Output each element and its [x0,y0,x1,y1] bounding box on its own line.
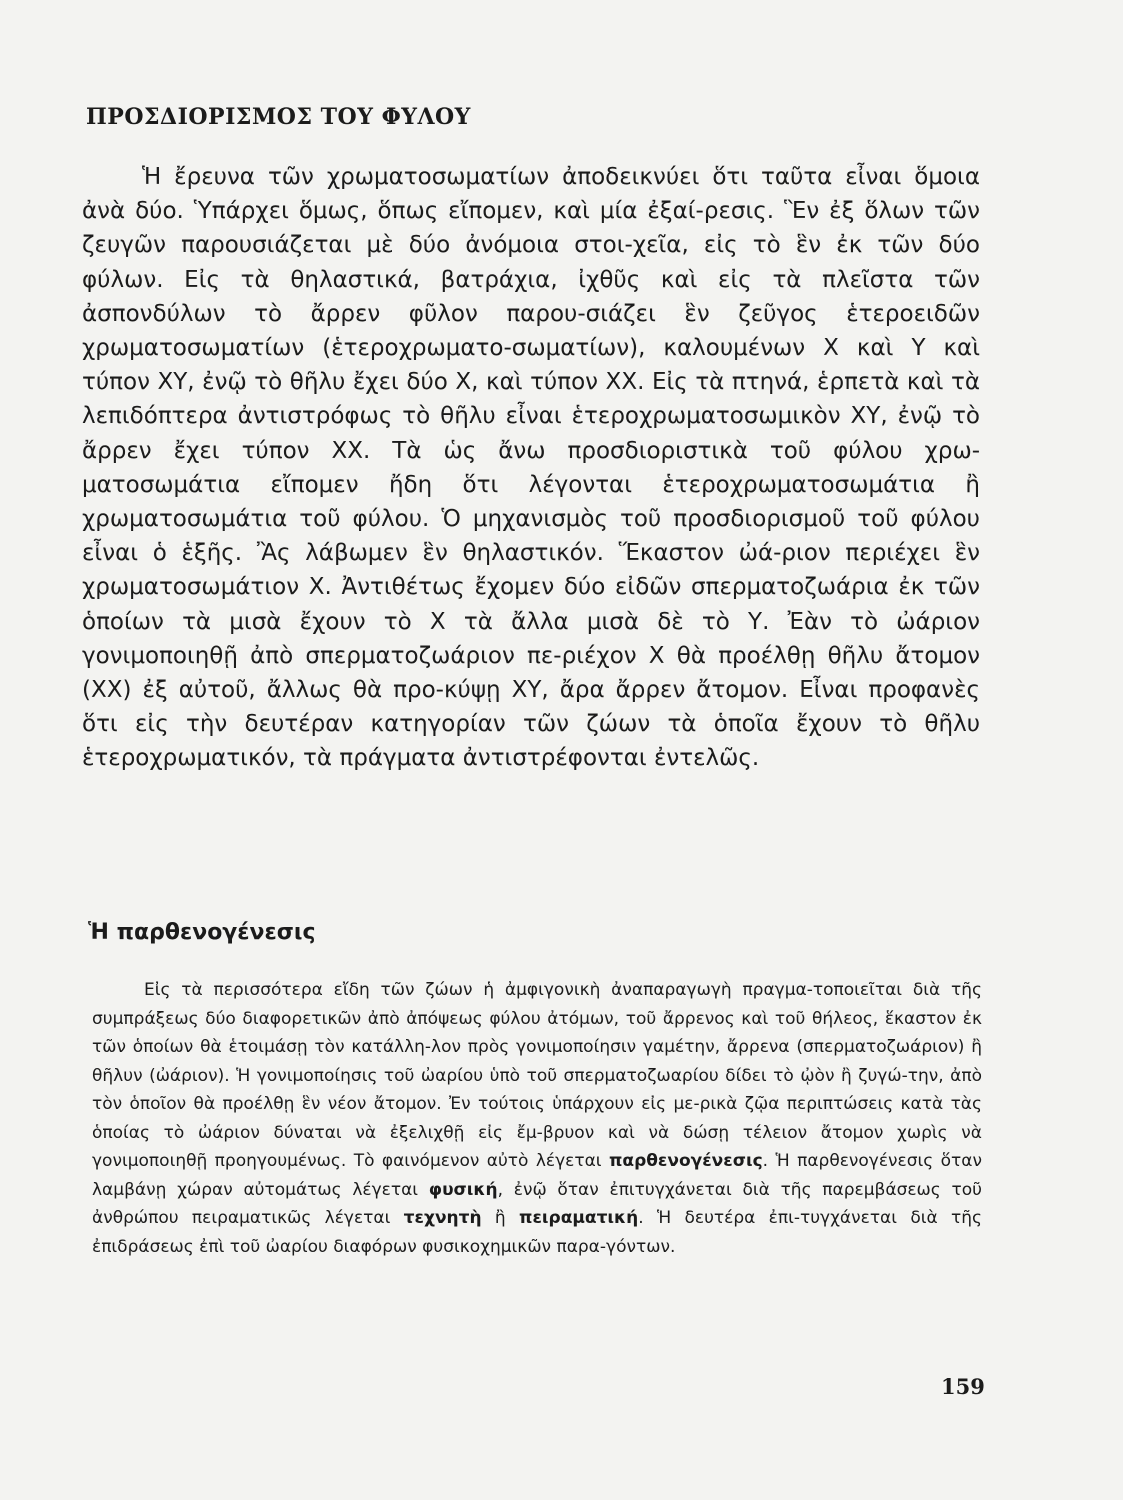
section-title: ΠΡΟΣΔΙΟΡΙΣΜΟΣ ΤΟΥ ΦΥΛΟΥ [86,104,471,130]
bold-term: παρθενογένεσις [608,1151,763,1171]
paragraph-text: . Ἡ δευτέρα ἐπι-τυγχάνεται διὰ τῆς ἐπιδράσεως ἐπὶ τοῦ ὠαρίου διαφόρων φυσικοχημικῶν παρα-γόντων. [92,1208,982,1257]
paragraph-parthenogenesis [92,976,982,1261]
bold-term: τεχνητὴ [403,1208,482,1228]
paragraph-text: ἢ [481,1208,520,1228]
subheading-parthenogenesis: Ἡ παρθενογένεσις [88,920,316,945]
bold-term: φυσική [428,1179,498,1200]
paragraph-text: . Ἡ παρθενογένεσις ὅταν λαμβάνῃ χώραν αὐτομάτως λέγεται [92,1151,982,1200]
bold-term: πειραματική [519,1208,639,1228]
paragraph-text: , ἐνῷ ὅταν ἐπιτυγχάνεται διὰ τῆς παρεμβάσεως τοῦ ἀνθρώπου πειραματικῶς λέγεται [92,1179,982,1228]
paragraph-text: Εἰς τὰ περισσότερα εἴδη τῶν ζώων ἡ ἀμφιγονικὴ ἀναπαραγωγὴ πραγμα-τοποιεῖται διὰ τῆς συμπράξεως δύο διαφορετικῶν ἀπὸ ἀπόψεως φύλου ἀτόμων, τοῦ ἄρρενος καὶ τοῦ θήλεος, ἕκαστον ἐκ τῶν ὁποίων θὰ ἑτοιμάσῃ τὸν κατάλλη-λον πρὸς γονιμοποίησιν γαμέτην, ἄρρενα (σπερματοζωάριον) ἢ θῆλυν (ὠάριον). Ἡ γονιμοποίησις τοῦ ὠαρίου ὑπὸ τοῦ σπερματοζωαρίου δίδει τὸ ᾠὸν ἢ ζυγώ-την, ἀπὸ τὸν ὁποῖον θὰ προέλθῃ ἓν νέον ἄτομον. Ἐν τούτοις ὑπάρχουν εἰς με-ρικὰ ζῷα περιπτώσεις κατὰ τὰς ὁποίας τὸ ὠάριον δύναται νὰ ἐξελιχθῇ εἰς ἔμ-βρυον καὶ νὰ δώσῃ τέλειον ἄτομον χωρὶς νὰ γονιμοποιηθῇ προηγουμένως. Τὸ φαινόμενον αὐτὸ λέγεται [92,980,982,1171]
paragraph-sex-determination: Ἡ ἔρευνα τῶν χρωματοσωματίων ἀποδεικνύει ὅτι ταῦτα εἶναι ὅμοια ἀνὰ δύο. Ὑπάρχει ὅμως, ὅπως εἴπομεν, καὶ μία ἐξαί-ρεσις. Ἓν ἐξ ὅλων τῶν ζευγῶν παρουσιάζεται μὲ δύο ἀνόμοια στοι-χεῖα, εἰς τὸ ἓν ἐκ τῶν δύο φύλων. Εἰς τὰ θηλαστικά, βατράχια, ἰχθῦς καὶ εἰς τὰ πλεῖστα τῶν ἀσπονδύλων τὸ ἄρρεν φῦλον παρου-σιάζει ἓν ζεῦγος ἑτεροειδῶν χρωματοσωματίων (ἑτεροχρωματο-σωματίων), καλουμένων Χ καὶ Υ καὶ τύπον ΧΥ, ἐνῷ τὸ θῆλυ ἔχει δύο Χ, καὶ τύπον ΧΧ. Εἰς τὰ πτηνά, ἑρπετὰ καὶ τὰ λεπιδόπτερα ἀντιστρόφως τὸ θῆλυ εἶναι ἑτεροχρωματοσωμικὸν ΧΥ, ἐνῷ τὸ ἄρρεν ἔχει τύπον ΧΧ. Τὰ ὡς ἄνω προσδιοριστικὰ τοῦ φύλου χρω-ματοσωμάτια εἴπομεν ἤδη ὅτι λέγονται ἑτεροχρωματοσωμάτια ἢ χρωματοσωμάτια τοῦ φύλου. Ὁ μηχανισμὸς τοῦ προσδιορισμοῦ τοῦ φύλου εἶναι ὁ ἑξῆς. Ἂς λάβωμεν ἓν θηλαστικόν. Ἕκαστον ὠά-ριον περιέχει ἓν χρωματοσωμάτιον Χ. Ἀντιθέτως ἔχομεν δύο εἰδῶν σπερματοζωάρια ἐκ τῶν ὁποίων τὰ μισὰ ἔχουν τὸ Χ τὰ ἄλλα μισὰ δὲ τὸ Υ. Ἐὰν τὸ ὠάριον γονιμοποιηθῇ ἀπὸ σπερματοζωάριον πε-ριέχον Χ θὰ προέλθῃ θῆλυ ἄτομον (ΧΧ) ἐξ αὐτοῦ, ἄλλως θὰ προ-κύψῃ ΧΥ, ἄρα ἄρρεν ἄτομον. Εἶναι προφανὲς ὅτι εἰς τὴν δευτέραν κατηγορίαν τῶν ζώων τὰ ὁποῖα ἔχουν τὸ θῆλυ ἑτεροχρωματικόν, τὰ πράγματα ἀντιστρέφονται ἐντελῶς. [82,164,980,772]
page-number: 159 [941,1374,985,1399]
